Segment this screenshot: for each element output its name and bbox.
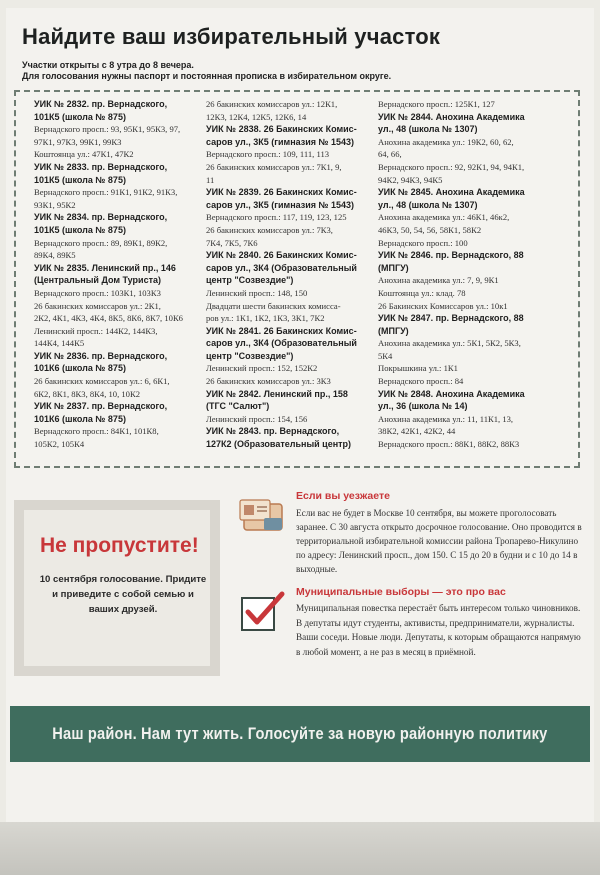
station-address-line: Анохина академика ул.: 11, 11К1, 13, [378, 413, 514, 424]
station-address-line: 6К2, 8К1, 8К3, 8К4, 10, 10К2 [34, 388, 141, 399]
polling-stations-box [14, 90, 580, 468]
station-address-line: Двадцати шести бакинских комисса- [206, 300, 341, 311]
station-address-line: 93К1, 95К2 [34, 199, 76, 210]
station-heading-line: УИК № 2847. пр. Вернадского, 88 [378, 313, 524, 324]
station-heading-line: саров ул., 3К5 (гимназия № 1543) [206, 199, 355, 210]
station-address-line: 5К4 [378, 350, 393, 361]
station-heading-line: (Центральный Дом Туриста) [34, 275, 161, 286]
station-heading-line: УИК № 2832. пр. Вернадского, [34, 99, 168, 109]
station-heading-line: ул., 48 (школа № 1307) [378, 199, 478, 210]
station-address-line: Анохина академика ул.: 5К1, 5К2, 5К3, [378, 338, 521, 349]
station-heading-line: УИК № 2836. пр. Вернадского, [34, 350, 168, 361]
station-address-line: Анохина академика ул.: 7, 9, 9К1 [378, 275, 499, 286]
station-heading-line: 127К2 (Образовательный центр) [206, 439, 352, 450]
station-heading-line: УИК № 2833. пр. Вернадского, [34, 161, 168, 172]
station-heading-line: УИК № 2838. 26 Бакинских Комис- [206, 124, 357, 135]
station-heading-line: УИК № 2834. пр. Вернадского, [34, 212, 168, 223]
station-address-line: 94К2, 94К3, 94К5 [378, 174, 443, 185]
station-address-line: Вернадского просп.: 100 [378, 237, 468, 248]
station-address-line: 11 [206, 174, 215, 185]
station-heading-line: саров ул., 3К4 (Образовательный [206, 262, 357, 273]
station-address-line: Вернадского просп.: 91К1, 91К2, 91К3, [34, 187, 178, 198]
station-address-line: Вернадского просп.: 93, 95К1, 95К3, 97, [34, 124, 181, 135]
station-heading-line: саров ул., 3К5 (гимназия № 1543) [206, 136, 355, 147]
station-heading-line: УИК № 2840. 26 Бакинских Комис- [206, 250, 357, 261]
station-heading-line: ул., 48 (школа № 1307) [378, 124, 478, 135]
subtitle-line-2: Для голосования нужны паспорт и постоянная прописка в избирательном округе. [22, 71, 392, 81]
station-address-line: Вернадского просп.: 103К1, 103К3 [34, 287, 161, 298]
slogan-banner [10, 706, 590, 762]
stations-column-2 [206, 98, 372, 451]
station-address-line: Вернадского просп.: 125К1, 127 [378, 99, 495, 109]
station-heading-line: УИК № 2842. Ленинский пр., 158 [206, 388, 348, 399]
station-address-line: 89К4, 89К5 [34, 250, 76, 261]
station-heading-line: 101К6 (школа № 875) [34, 413, 126, 424]
station-address-line: Коштоянца ул.: клад. 78 [378, 287, 466, 298]
notice-text: Если вас не будет в Москве 10 сентября, вы можете проголосовать заранее. С 30 августа открыто досрочное голосование. Оно проводится в территориальной избирательной комиссии района Тропарево-Никулино по адресу: Ленинский просп., дом 150. С 15 до 20 в будни и с 10 до 14 в выходные. [296, 508, 582, 574]
promo-card [14, 500, 220, 676]
station-address-line: 26 бакинских комиссаров ул.: 6, 6К1, [34, 376, 170, 387]
station-heading-line: 101К5 (школа № 875) [34, 111, 126, 122]
station-heading-line: 101К5 (школа № 875) [34, 224, 126, 235]
station-heading-line: (МПГУ) [378, 325, 409, 336]
subtitle [22, 60, 492, 82]
station-address-line: Анохина академика ул.: 19К2, 60, 62, [378, 136, 514, 147]
station-address-line: 12К3, 12К4, 12К5, 12К6, 14 [206, 111, 307, 122]
station-address-line: Ленинский просп.: 152, 152К2 [206, 363, 318, 374]
stations-column-3 [378, 98, 544, 451]
station-heading-line: (ТГС "Салют") [206, 401, 270, 412]
passport-card-icon [238, 494, 288, 538]
station-address-line: Вернадского просп.: 117, 119, 123, 125 [206, 212, 347, 223]
station-heading-line: УИК № 2839. 26 Бакинских Комис- [206, 187, 357, 198]
station-address-line: 26 бакинских комиссаров ул.: 7К1, 9, [206, 161, 342, 172]
promo-text: 10 сентября голосование. Придите и приведите с собой семью и ваших друзей. [39, 574, 207, 615]
station-address-line: 97К1, 97К3, 99К1, 99К3 [34, 136, 122, 147]
municipal-text: Муниципальная повестка перестаёт быть интересом только чиновников. В депутаты идут студенты, активисты, предприниматели, журналисты. Ваши соседи. Новые люди. Депутаты, к которым обращаются напрямую в любой момент, а не раз в месяц в приёмной. [296, 603, 581, 657]
station-address-line: Вернадского просп.: 109, 111, 113 [206, 149, 330, 160]
station-heading-line: центр "Созвездие") [206, 275, 294, 286]
slogan-text: Наш район. Нам тут жить. Голосуйте за новую районную политику [52, 724, 548, 743]
station-address-line: Анохина академика ул.: 46К1, 46к2, [378, 212, 510, 223]
station-address-line: Вернадского просп.: 92, 92К1, 94, 94К1, [378, 161, 525, 172]
subtitle-line-1: Участки открыты с 8 утра до 8 вечера. [22, 60, 194, 70]
promo-title: Не пропустите! [40, 534, 199, 557]
station-heading-line: УИК № 2843. пр. Вернадского, [206, 426, 340, 437]
station-heading-line: УИК № 2835. Ленинский пр., 146 [34, 262, 176, 273]
station-heading-line: УИК № 2841. 26 Бакинских Комис- [206, 325, 357, 336]
station-heading-line: ул., 36 (школа № 14) [378, 401, 468, 412]
station-address-line: 46К3, 50, 54, 56, 58К1, 58К2 [378, 224, 482, 235]
station-address-line: 38К2, 42К1, 42К2, 44 [378, 426, 456, 437]
page-title: Найдите ваш избирательный участок [22, 24, 441, 49]
station-heading-line: УИК № 2846. пр. Вернадского, 88 [378, 250, 524, 261]
station-address-line: Вернадского просп.: 89, 89К1, 89К2, [34, 237, 168, 248]
station-address-line: 26 бакинских комиссаров ул.: 7К3, [206, 224, 333, 235]
notice-title: Если вы уезжаете [296, 490, 390, 502]
station-address-line: 7К4, 7К5, 7К6 [206, 237, 258, 248]
station-address-line: Ленинский просп.: 148, 150 [206, 287, 308, 298]
station-address-line: Ленинский просп.: 154, 156 [206, 413, 308, 424]
station-address-line: Коштоянца ул.: 47К1, 47К2 [34, 149, 134, 160]
station-address-line: Вернадского просп.: 84 [378, 376, 464, 387]
station-address-line: Вернадского просп.: 84К1, 101К8, [34, 426, 159, 437]
checkbox-checked-icon [238, 588, 286, 636]
station-heading-line: УИК № 2845. Анохина Академика [378, 187, 525, 198]
station-heading-line: (МПГУ) [378, 262, 409, 273]
station-heading-line: саров ул., 3К4 (Образовательный [206, 338, 357, 349]
station-address-line: 26 бакинских комиссаров ул.: 2К1, [34, 300, 161, 311]
station-address-line: 26 бакинских комиссаров ул.: 12К1, [206, 99, 338, 109]
station-address-line: 2К2, 4К1, 4К3, 4К4, 8К5, 8К6, 8К7, 10К6 [34, 313, 183, 324]
stations-column-1 [34, 98, 200, 451]
station-address-line: Вернадского просп.: 88К1, 88К2, 88К3 [378, 439, 520, 450]
station-address-line: 144К4, 144К5 [34, 338, 85, 349]
station-heading-line: 101К5 (школа № 875) [34, 174, 126, 185]
station-address-line: 26 Бакинских Комиссаров ул.: 10к1 [378, 300, 508, 311]
station-heading-line: УИК № 2844. Анохина Академика [378, 111, 525, 122]
municipal-title: Муниципальные выборы — это про вас [296, 586, 506, 598]
station-address-line: ров ул.: 1К1, 1К2, 1К3, 3К1, 7К2 [206, 313, 325, 324]
station-heading-line: УИК № 2837. пр. Вернадского, [34, 401, 168, 412]
station-heading-line: УИК № 2848. Анохина Академика [378, 388, 525, 399]
station-heading-line: 101К6 (школа № 875) [34, 363, 126, 374]
station-address-line: Ленинский просп.: 144К2, 144К3, [34, 325, 158, 336]
station-heading-line: центр "Созвездие") [206, 350, 294, 361]
floor-background [0, 822, 600, 875]
station-address-line: 26 бакинских комиссаров ул.: 3К3 [206, 376, 331, 387]
station-address-line: 64, 66, [378, 149, 402, 160]
station-address-line: Покрышкина ул.: 1К1 [378, 363, 458, 374]
station-address-line: 105К2, 105К4 [34, 439, 85, 450]
